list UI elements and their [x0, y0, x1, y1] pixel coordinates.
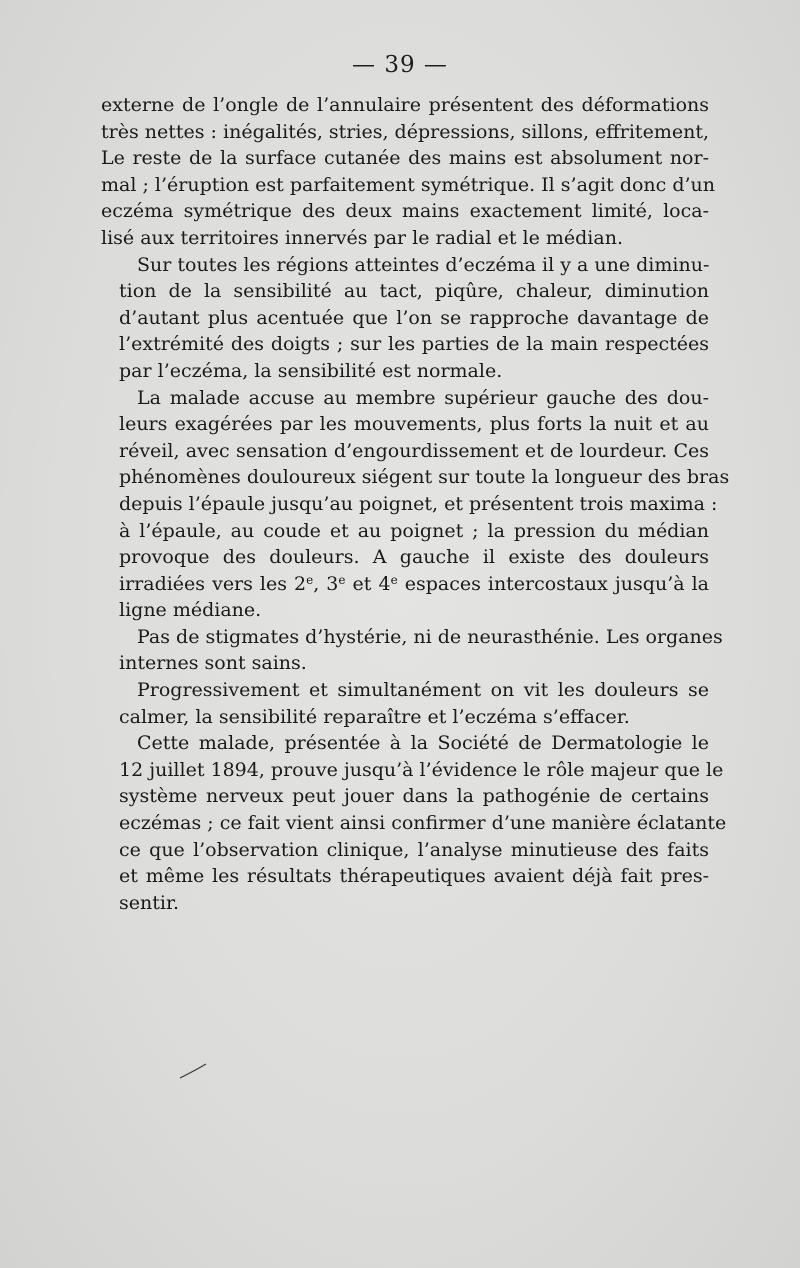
text-line: irradiées vers les 2e, 3e et 4e espaces intercostaux jusqu’à la	[119, 572, 710, 595]
text-line: très nettes : inégalités, stries, dépressions, sillons, effritement,	[101, 120, 709, 143]
text-line: ligne médiane.	[119, 599, 262, 622]
text-line: depuis l’épaule jusqu’au poignet, et présentent trois maxima :	[119, 492, 718, 515]
text-line: Progressivement et simultanément on vit les douleurs se	[137, 679, 709, 702]
text-line: phénomènes douloureux siégent sur toute la longueur des bras	[119, 466, 730, 489]
text-line: provoque des douleurs. A gauche il existe des douleurs	[119, 546, 709, 569]
text-line: mal ; l’éruption est parfaitement symétrique. Il s’agit donc d’un	[101, 173, 716, 196]
text-line: calmer, la sensibilité reparaître et l’eczéma s’effacer.	[119, 705, 630, 728]
text-line: tion de la sensibilité au tact, piqûre, chaleur, diminution	[119, 280, 709, 303]
paragraph-1	[101, 92, 716, 252]
paragraph-3	[101, 385, 730, 624]
text-line: à l’épaule, au coude et au poignet ; la pression du médian	[119, 519, 709, 542]
paragraph-6	[101, 730, 727, 916]
text-line: externe de l’ongle de l’annulaire présentent des déformations	[101, 94, 709, 116]
text-line: Sur toutes les régions atteintes d’eczéma il y a une diminu-	[137, 253, 710, 276]
text-line: Pas de stigmates d’hystérie, ni de neurasthénie. Les organes	[137, 625, 723, 648]
text-line: système nerveux peut jouer dans la pathogénie de certains	[119, 785, 709, 808]
text-line: l’extrémité des doigts ; sur les parties de la main respectées	[119, 333, 709, 356]
text-line: et même les résultats thérapeutiques avaient déjà fait pres-	[119, 865, 709, 888]
text-line: d’autant plus acentuée que l’on se rapproche davantage de	[119, 306, 709, 329]
text-line: La malade accuse au membre supérieur gauche des dou-	[137, 386, 709, 409]
text-line: eczéma symétrique des deux mains exactement limité, loca-	[101, 200, 709, 223]
text-line: par l’eczéma, la sensibilité est normale.	[119, 359, 503, 382]
page-number: — 39 —	[352, 52, 448, 78]
text-line: eczémas ; ce fait vient ainsi confirmer d’une manière éclatante	[119, 812, 727, 835]
paragraph-2	[101, 252, 709, 385]
text-line: internes sont sains.	[119, 652, 307, 675]
text-line: ce que l’observation clinique, l’analyse minutieuse des faits	[119, 838, 709, 861]
paragraph-4	[101, 624, 723, 677]
text-line: Cette malade, présentée à la Société de Dermatologie le	[137, 732, 709, 755]
text-line: réveil, avec sensation d’engourdissement et de lourdeur. Ces	[119, 439, 709, 462]
body-text	[101, 92, 730, 916]
paragraph-5	[101, 677, 709, 730]
pen-mark	[178, 1062, 208, 1080]
text-line: sentir.	[119, 891, 179, 914]
text-line: Le reste de la surface cutanée des mains est absolument nor-	[101, 147, 709, 170]
text-line: 12 juillet 1894, prouve jusqu’à l’évidence le rôle majeur que le	[119, 758, 724, 781]
text-line: lisé aux territoires innervés par le radial et le médian.	[101, 226, 623, 249]
text-line: leurs exagérées par les mouvements, plus forts la nuit et au	[119, 413, 709, 436]
